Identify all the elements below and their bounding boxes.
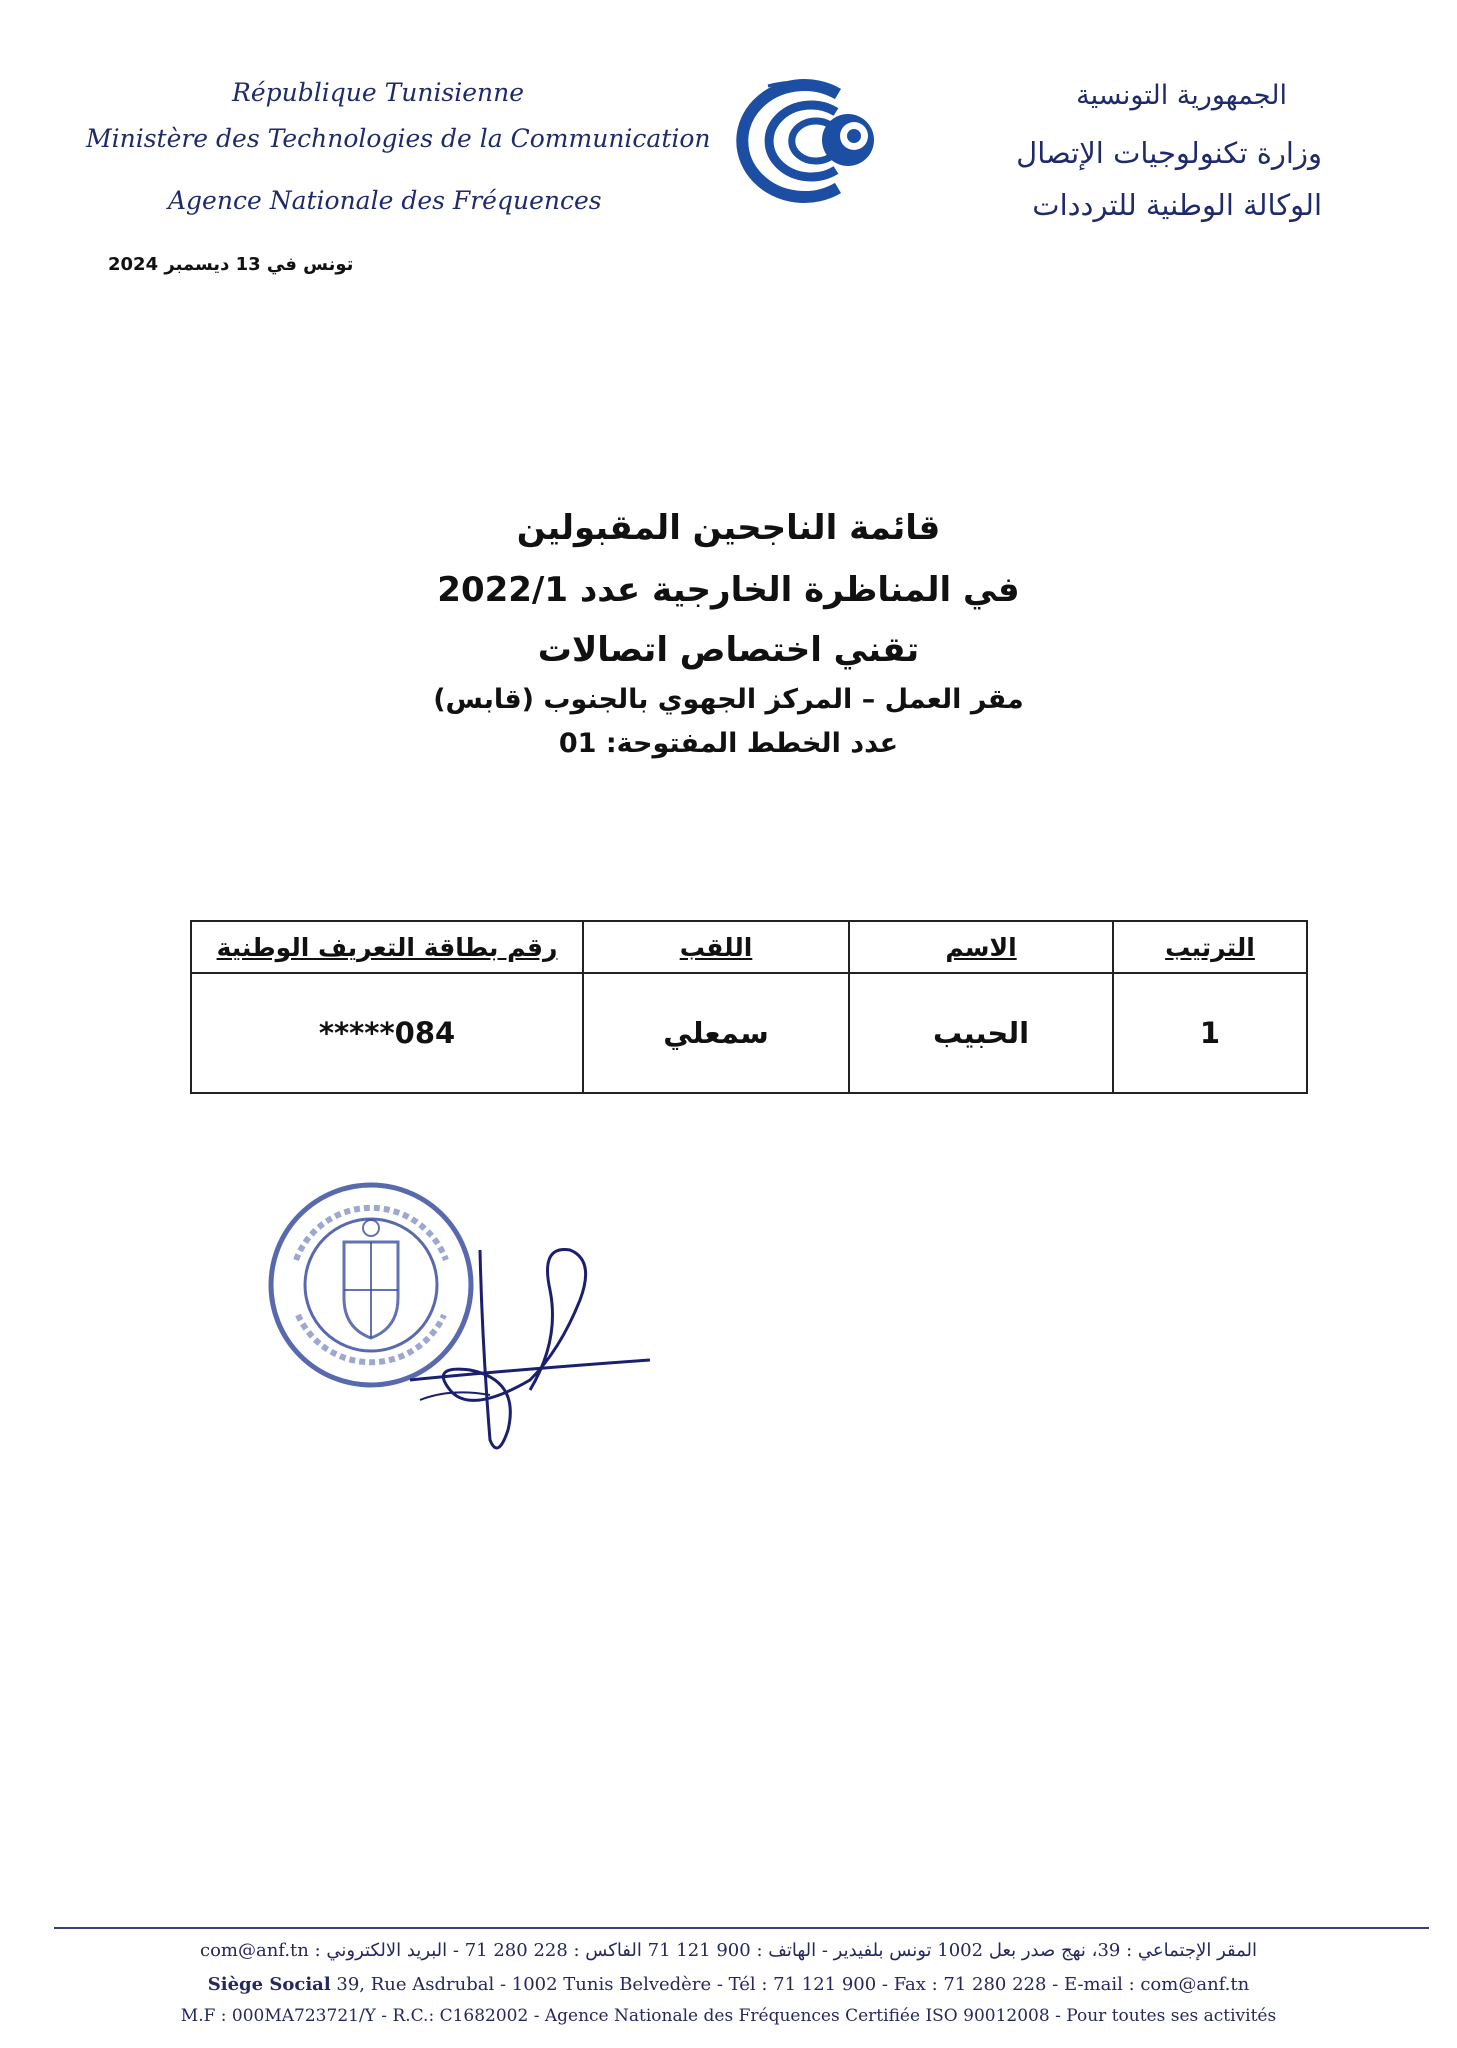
header-ar-republic: الجمهورية التونسية [1076, 80, 1287, 111]
header-first-name: الاسم [849, 921, 1113, 973]
footer-registration: M.F : 000MA723721/Y - R.C.: C1682002 - Agence Nationale des Fréquences Certifiée ISO 90012008 - Pour toutes ses activités [180, 2006, 1277, 2026]
agency-logo-icon [708, 76, 888, 206]
footer-french-address-text: 39, Rue Asdrubal - 1002 Tunis Belvedère - Tél : 71 121 900 - Fax : 71 280 228 - E-mail : com@anf.tn [336, 1974, 1250, 1995]
header-id-number: رقم بطاقة التعريف الوطنية [191, 921, 583, 973]
title-line5: عدد الخطط المفتوحة: 01 [558, 728, 899, 759]
document-date: تونس في 13 ديسمبر 2024 [108, 254, 354, 275]
table-row [191, 973, 1307, 1093]
footer-french-address [0, 1974, 1457, 1995]
header-fr-agency: Agence Nationale des Fréquences [168, 186, 602, 215]
title-line1: قائمة الناجحين المقبولين [516, 508, 941, 548]
footer-siege-label: Siège Social [207, 1974, 331, 1995]
cell-first-name: الحبيب [849, 973, 1113, 1093]
header-fr-ministry: Ministère des Technologies de la Communication [86, 124, 711, 153]
cell-last-name: سمعلي [583, 973, 849, 1093]
title-line4: مقر العمل – المركز الجهوي بالجنوب (قابس) [433, 684, 1024, 715]
cell-rank: 1 [1113, 973, 1307, 1093]
signature-icon [410, 1230, 660, 1460]
table-header-row [191, 921, 1307, 973]
header-fr-republic: République Tunisienne [232, 78, 525, 107]
header-ar-agency: الوكالة الوطنية للترددات [1032, 188, 1322, 222]
header-ar-ministry: وزارة تكنولوجيات الإتصال [1016, 136, 1322, 170]
title-line2: في المناظرة الخارجية عدد 2022/1 [437, 570, 1020, 610]
footer-rule [54, 1927, 1429, 1929]
header-rank: الترتيب [1113, 921, 1307, 973]
footer-arabic-address: المقر الإجتماعي : 39، نهج صدر بعل 1002 تونس بلفيدير - الهاتف : 900 121 71 الفاكس : 228 280 71 - البريد الالكتروني : com@anf.tn [199, 1940, 1257, 1961]
results-table [190, 920, 1308, 1094]
cell-id-number: *****084 [191, 973, 583, 1093]
title-line3: تقني اختصاص اتصالات [537, 630, 920, 670]
header-last-name: اللقب [583, 921, 849, 973]
